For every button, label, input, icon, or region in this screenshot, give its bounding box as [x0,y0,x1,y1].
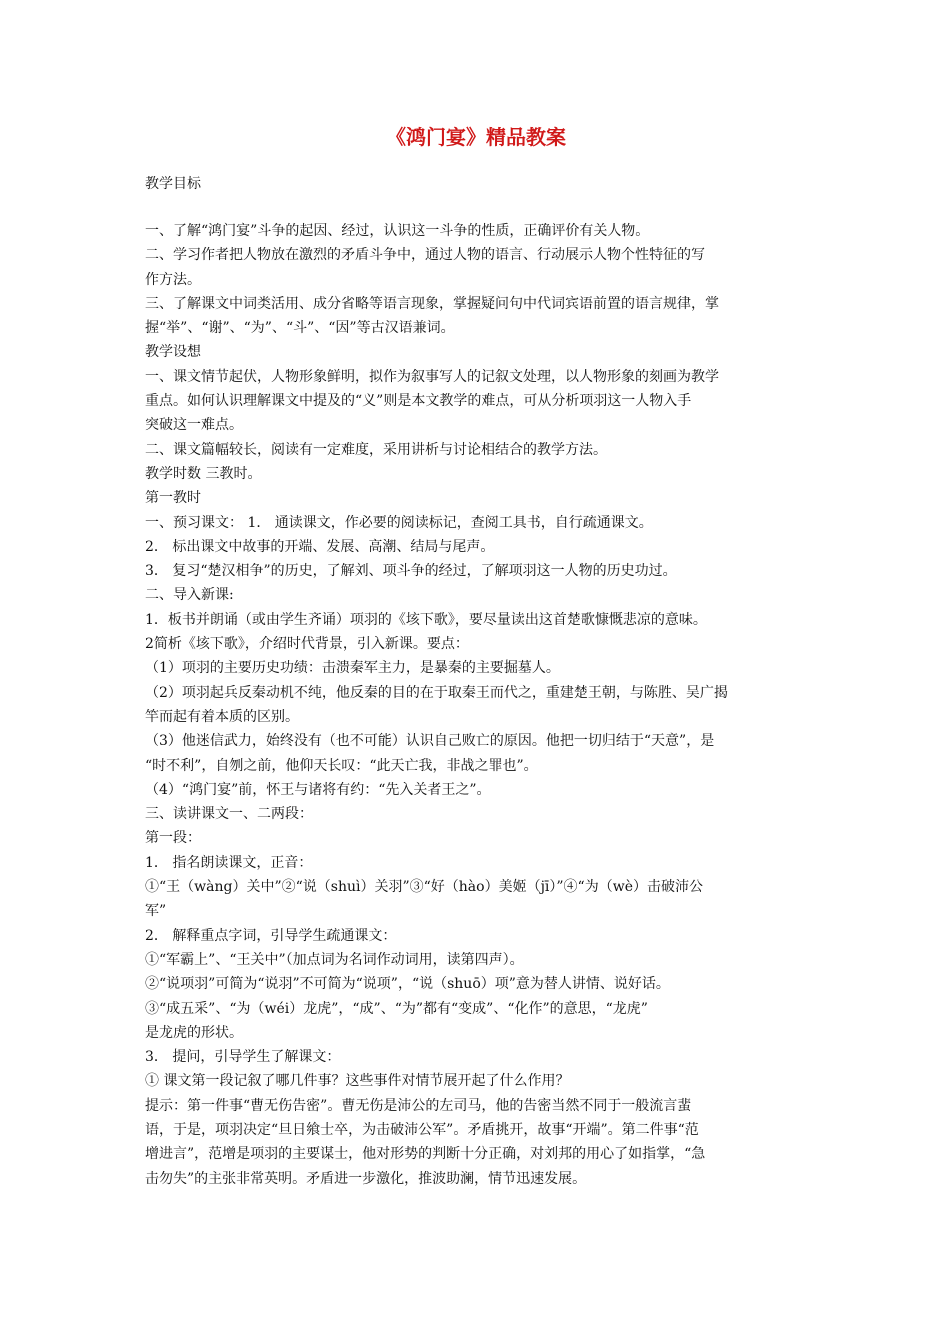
text-line: 语，于是，项羽决定“旦日飨士卒，为击破沛公军”。矛盾挑开，故事“开端”。第二件事“范 [145,1121,699,1138]
text-line: 一、了解“鸿门宴”斗争的起因、经过，认识这一斗争的性质，正确评价有关人物。 [145,223,650,239]
text-line: ① 课文第一段记叙了哪几件事？这些事件对情节展开起了什么作用？ [145,1073,570,1090]
text-line: 击勿失”的主张非常英明。矛盾进一步激化，推波助澜，情节迅速发展。 [145,1170,587,1187]
text-line: 一、预习课文： 1． 通读课文，作必要的阅读标记，查阅工具书，自行疏通课文。 [145,514,653,531]
text-line: 3． 提问，引导学生了解课文： [145,1049,341,1066]
text-line: 作方法。 [145,271,201,288]
text-line: ②“说项羽”可简为“说羽”不可简为“说项”，“说（shuō）项”意为替人讲情、说好话。 [145,976,670,993]
text-line: 1．板书并朗诵（或由学生齐诵）项羽的《垓下歌》，要尽量读出这首楚歌慷慨悲凉的意味。 [145,611,707,628]
text-line: 军” [145,903,167,920]
text-line: ①“王（wàng）关中”②“说（shuì）关羽”③“好（hào）美姬（jī）”④“为（wè）击破沛公 [145,879,703,896]
text-line: 2． 解释重点字词，引导学生疏通课文： [145,927,397,944]
text-line: 教学设想 [145,344,201,361]
text-line: 握“举”、“谢”、“为”、“斗”、“因”等古汉语兼词。 [145,320,455,337]
document-body [145,219,807,1191]
text-line: 是龙虎的形状。 [145,1024,243,1041]
text-line: 一、课文情节起伏，人物形象鲜明，拟作为叙事写人的记叙文处理，以人物形象的刻画为教学 [145,368,719,385]
text-line: 1． 指名朗读课文，正音： [145,854,313,871]
text-line: 二、导入新课: [145,587,234,604]
text-line: （2）项羽起兵反秦动机不纯，他反秦的目的在于取秦王而代之，重建楚王朝，与陈胜、吴广揭 [145,684,728,701]
text-line: 三、读讲课文一、二两段： [145,806,313,823]
text-line: 2． 标出课文中故事的开端、发展、高潮、结局与尾声。 [145,538,495,555]
text-line: 2简析《垓下歌》，介绍时代背景，引入新课。要点： [145,636,469,653]
section-heading: 教学目标 [145,176,201,192]
text-line: 教学时数 三教时。 [145,465,262,482]
text-line: （3）他迷信武力，始终没有（也不可能）认识自己败亡的原因。他把一切归结于“天意”，是 [145,733,715,750]
text-line: （4）“鸿门宴”前，怀王与诸将有约：“先入关者王之”。 [145,781,491,798]
text-line: 竿而起有着本质的区别。 [145,708,299,725]
text-line: 二、学习作者把人物放在激烈的矛盾斗争中，通过人物的语言、行动展示人物个性特征的写 [145,247,705,264]
text-line: 提示：第一件事“曹无伤告密”。曹无伤是沛公的左司马，他的告密当然不同于一般流言蜚 [145,1097,692,1114]
text-line: 突破这一难点。 [145,417,243,434]
text-line: ③“成五采”、“为（wéi）龙虎”，“成”、“为”都有“变成”、“化作”的意思，“龙虎” [145,1000,648,1017]
text-line: 第一段： [145,830,201,847]
text-line: “时不利”，自刎之前，他仰天长叹：“此天亡我，非战之罪也”。 [145,757,538,774]
document-title: 《鸿门宴》精品教案 [386,125,566,149]
text-line: ①“军霸上”、“王关中”（加点词为名词作动词用，读第四声）。 [145,951,524,968]
text-line: （1）项羽的主要历史功绩：击溃秦军主力，是暴秦的主要掘墓人。 [145,660,560,677]
text-line: 增进言”，范增是项羽的主要谋士，他对形势的判断十分正确，对刘邦的用心了如指掌，“急 [145,1146,706,1163]
text-line: 重点。如何认识理解课文中提及的“义”则是本文教学的难点，可从分析项羽这一人物入手 [145,393,692,410]
text-line: 第一教时 [145,490,201,507]
text-line: 3． 复习“楚汉相争”的历史，了解刘、项斗争的经过，了解项羽这一人物的历史功过。 [145,563,677,580]
text-line: 三、了解课文中词类活用、成分省略等语言现象，掌握疑问句中代词宾语前置的语言规律，掌 [145,295,719,312]
text-line: 二、课文篇幅较长，阅读有一定难度，采用讲析与讨论相结合的教学方法。 [145,441,607,458]
